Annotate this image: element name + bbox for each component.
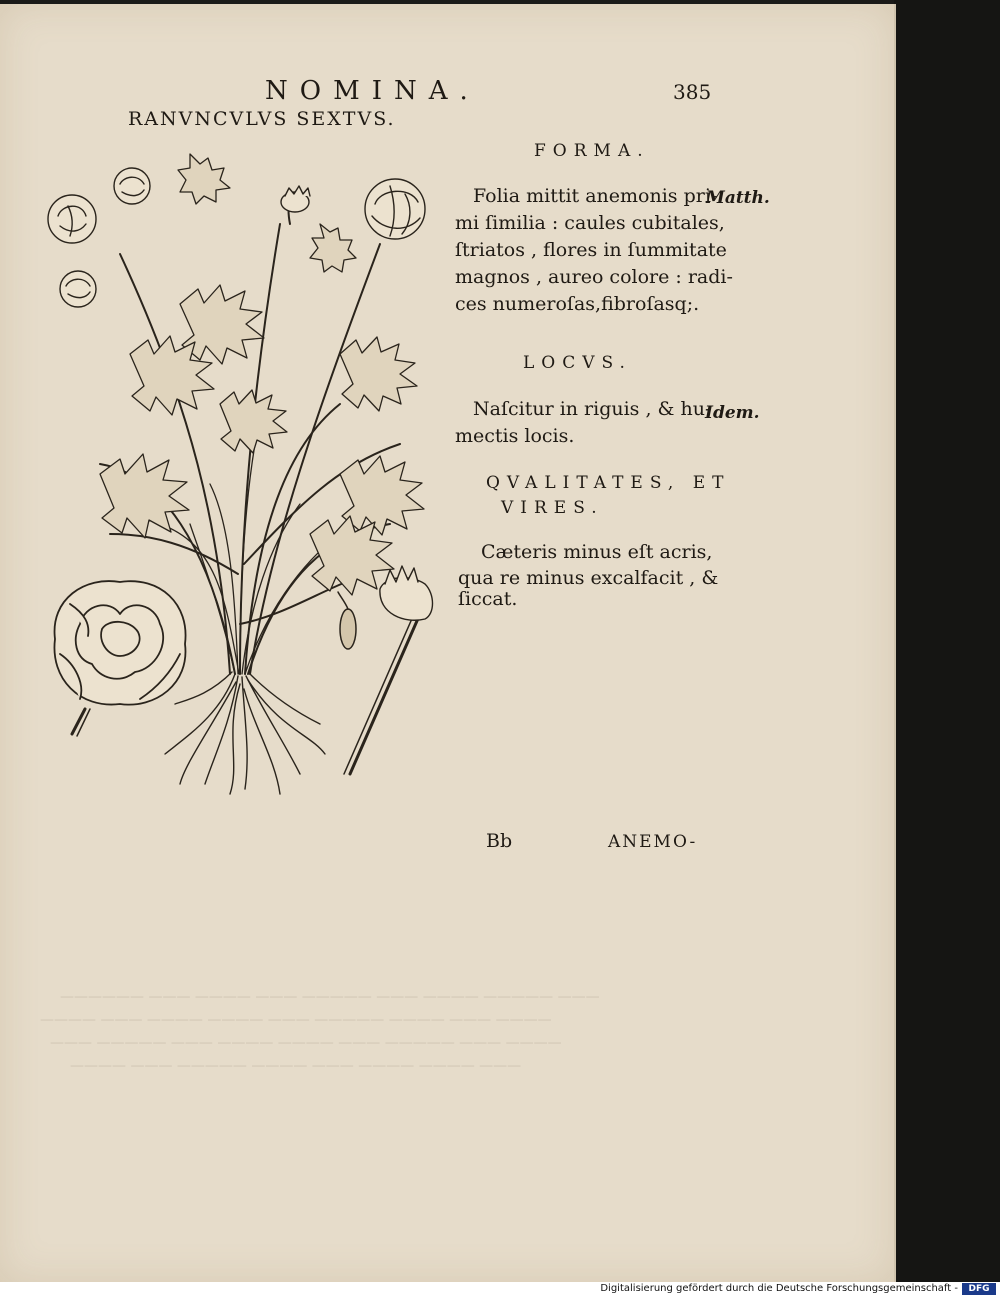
page-number: 385 [673,80,712,104]
qualitates-line-2: qua re minus excalfacit , & [458,567,719,589]
cut-stem [350,614,420,774]
book-page: —————— ——— ———— ——— ————— ——— ———— ————— ——— ———— ——— ———— ———— ——— ————— ———— ——— ———— ——— ————— ——— ———— ———— ——— ————— ——— ———— ———— ——— ————— ———— ——— ———— ———— ——— NOMINA. 385 RANVNCVLVS SEXTVS. FORMA. Folia mittit anemonis pri- mi ſimilia : caules cubitales, ſtriatos , flores in ſummitate magnos , aureo colore : radi- ces numeroſas,fibroſasq;. Matth. LOCVS. Naſcitur in riguis , & hu- mectis locis. Idem. QVALITATES, ET VIRES. Cæteris minus eſt acris, qua re minus excalfacit , & ſiccat. Bb ANEMO- [0,4,896,1282]
heading-locus: LOCVS. [523,353,632,373]
forma-line-4: magnos , aureo colore : radi- [455,266,733,288]
dfg-logo: DFG [962,1283,996,1295]
flower-heads [48,168,425,307]
forma-line-3: ſtriatos , flores in ſummitate [455,239,727,261]
scan-dark-edge [894,0,1000,1282]
seed-pod [338,592,356,649]
locus-line-1: Naſcitur in riguis , & hu- [473,398,712,420]
forma-line-5: ces numeroſas,fibroſasq;. [455,293,700,315]
margin-note-idem: Idem. [705,403,760,423]
dfg-notice-text: Digitalisierung gefördert durch die Deutsche Forschungsgemeinschaft - [600,1283,958,1294]
margin-note-matth: Matth. [706,188,770,208]
heading-forma: FORMA. [534,141,650,161]
forma-line-1: Folia mittit anemonis pri- [473,185,718,207]
heading-qualitates: QVALITATES, ET [486,473,731,493]
heading-vires: VIRES. [501,498,604,518]
running-head: NOMINA. [265,76,480,106]
forma-line-2: mi ſimilia : caules cubitales, [455,212,725,234]
qualitates-line-1: Cæteris minus eſt acris, [481,541,713,563]
plant-name: RANVNCVLVS SEXTVS. [128,108,396,130]
locus-line-2: mectis locis. [455,425,575,447]
qualitates-line-3: ſiccat. [458,588,518,610]
cut-stem-bud [380,566,433,620]
woodcut-illustration [40,144,440,804]
large-flower [54,581,185,736]
roots [165,672,325,794]
signature-mark: Bb [486,830,513,852]
catchword: ANEMO- [608,832,698,852]
